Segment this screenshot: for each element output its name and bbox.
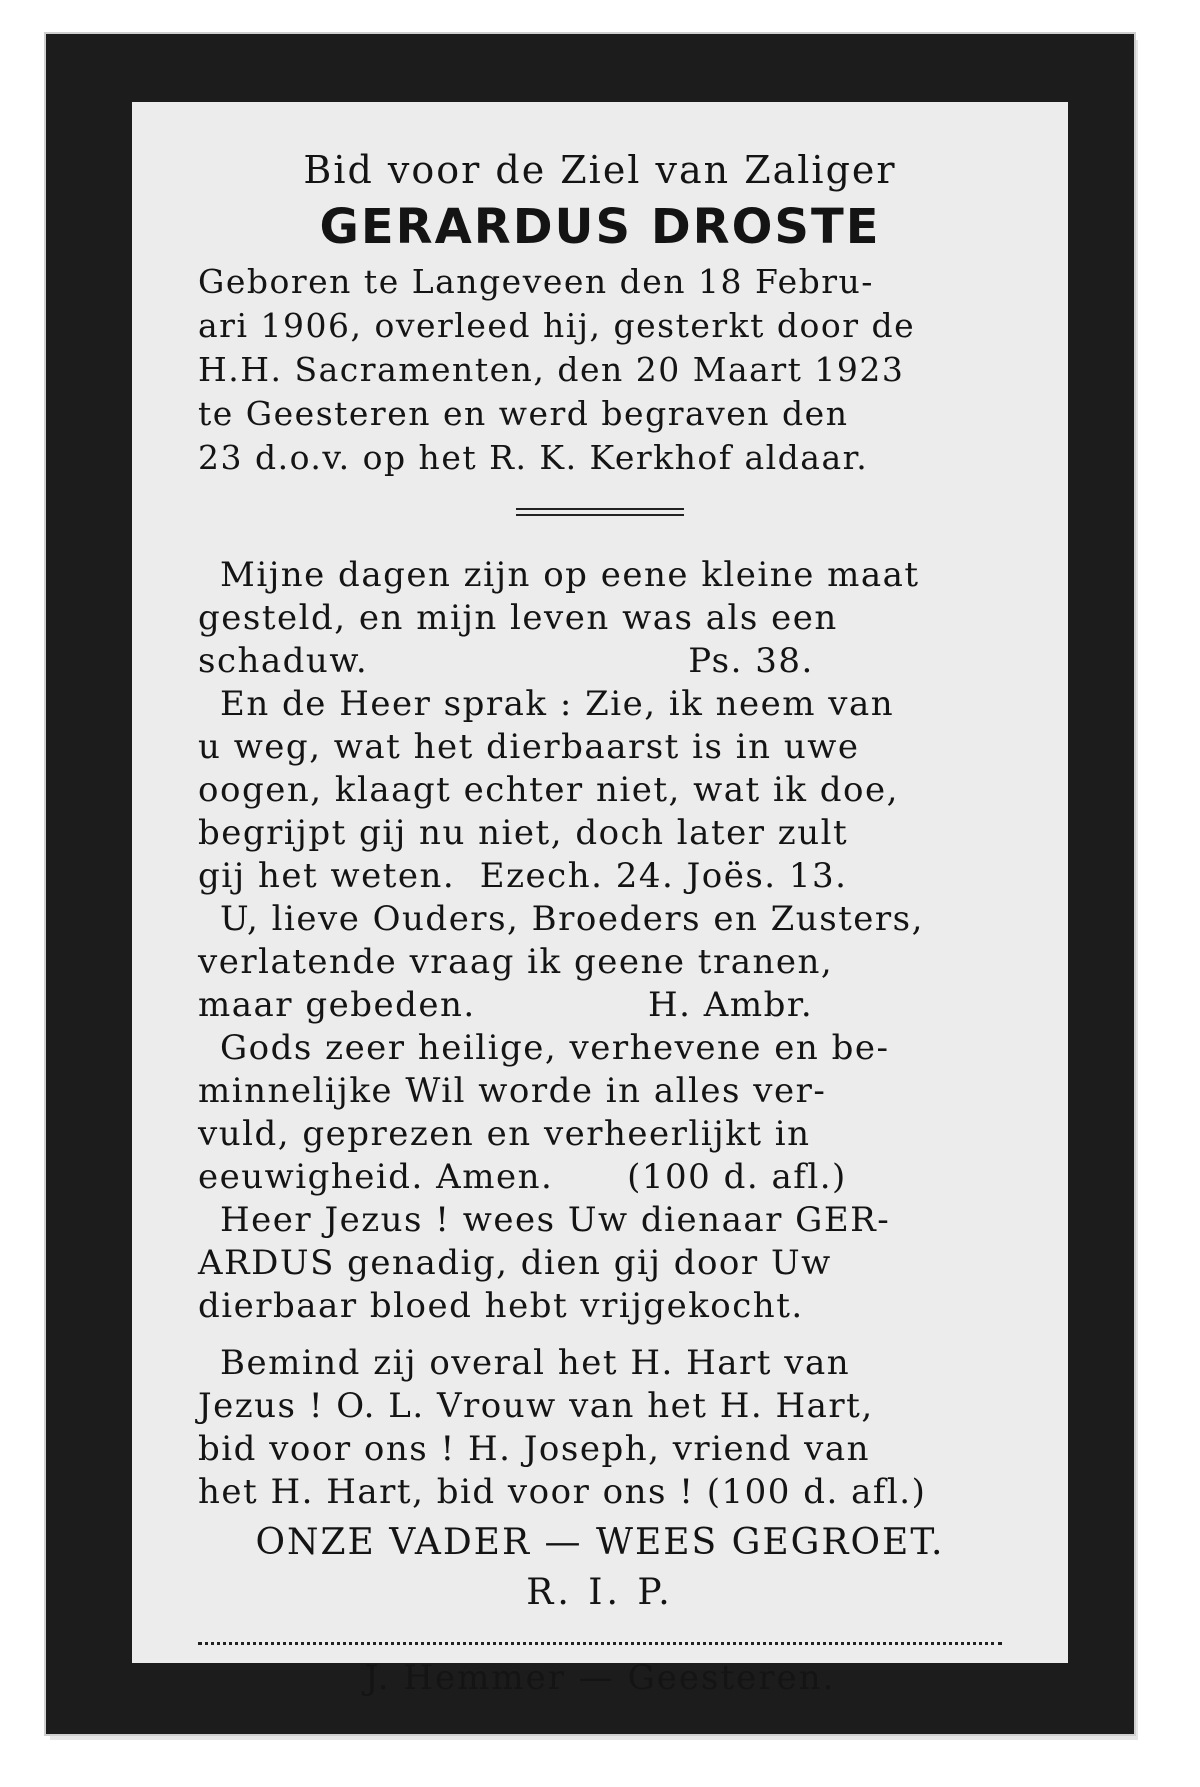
verse-line: het H. Hart, bid voor ons ! (100 d. afl.): [198, 1472, 927, 1512]
verse-line: dierbaar bloed hebt vrijgekocht.: [198, 1286, 804, 1326]
verse-line: Mijne dagen zijn op eene kleine maat: [220, 555, 920, 595]
verse-line: vuld, geprezen en verheerlijkt in: [198, 1114, 811, 1154]
verse-psalm: [198, 554, 1002, 683]
verse-line: schaduw. Ps. 38.: [198, 641, 814, 681]
verse-line: Gods zeer heilige, verhevene en be-: [220, 1028, 890, 1068]
closing-prayers: ONZE VADER — WEES GEGROET.: [255, 1522, 945, 1563]
verse-line: gesteld, en mijn leven was als een: [198, 598, 838, 638]
verse-line: bid voor ons ! H. Joseph, vriend van: [198, 1429, 871, 1469]
card-panel: [132, 102, 1068, 1698]
verse-line: Jezus ! O. L. Vrouw van het H. Hart,: [198, 1386, 874, 1426]
biography-line: ari 1906, overleed hij, gesterkt door de: [198, 306, 916, 345]
verse-line: maar gebeden. H. Ambr.: [198, 985, 814, 1025]
verse-line: ARDUS genadig, dien gij door Uw: [198, 1243, 832, 1283]
verse-line: Heer Jezus ! wees Uw dienaar GER-: [220, 1200, 891, 1240]
biography: [198, 260, 1002, 480]
verse-heilig-hart: [198, 1342, 1002, 1514]
verse-line: U, lieve Ouders, Broeders en Zusters,: [220, 899, 924, 939]
verse-ambrosius: [198, 898, 1002, 1027]
rip-line: R. I. P.: [526, 1572, 674, 1613]
double-rule-divider: [516, 508, 684, 516]
verse-line: oogen, klaagt echter niet, wat ik doe,: [198, 770, 899, 810]
deceased-name: GERARDUS DROSTE: [319, 199, 881, 255]
biography-line: H.H. Sacramenten, den 20 Maart 1923: [198, 350, 905, 389]
verse-line: En de Heer sprak : Zie, ik neem van: [220, 684, 895, 724]
verse-line: Bemind zij overal het H. Hart van: [220, 1343, 851, 1383]
biography-line: Geboren te Langeveen den 18 Febru-: [198, 262, 874, 301]
verse-heer-jezus: [198, 1199, 1002, 1328]
memorial-card: [46, 34, 1134, 1734]
verse-line: gij het weten. Ezech. 24. Joës. 13.: [198, 856, 848, 896]
verse-line: u weg, wat het dierbaarst is in uwe: [198, 727, 860, 767]
verse-line: eeuwigheid. Amen. (100 d. afl.): [198, 1157, 847, 1197]
verse-gods-wil: [198, 1027, 1002, 1199]
dotted-divider: [198, 1642, 1002, 1645]
verse-line: verlatende vraag ik geene tranen,: [198, 942, 834, 982]
verse-line: minnelijke Wil worde in alles ver-: [198, 1071, 827, 1111]
printer-credit: J. Hemmer — Geesteren.: [364, 1658, 836, 1698]
verse-line: begrijpt gij nu niet, doch later zult: [198, 813, 849, 853]
biography-line: 23 d.o.v. op het R. K. Kerkhof aldaar.: [198, 438, 869, 477]
verse-ezechiel: [198, 683, 1002, 898]
biography-line: te Geesteren en werd begraven den: [198, 394, 849, 433]
intro-line: Bid voor de Ziel van Zaliger: [303, 148, 897, 192]
